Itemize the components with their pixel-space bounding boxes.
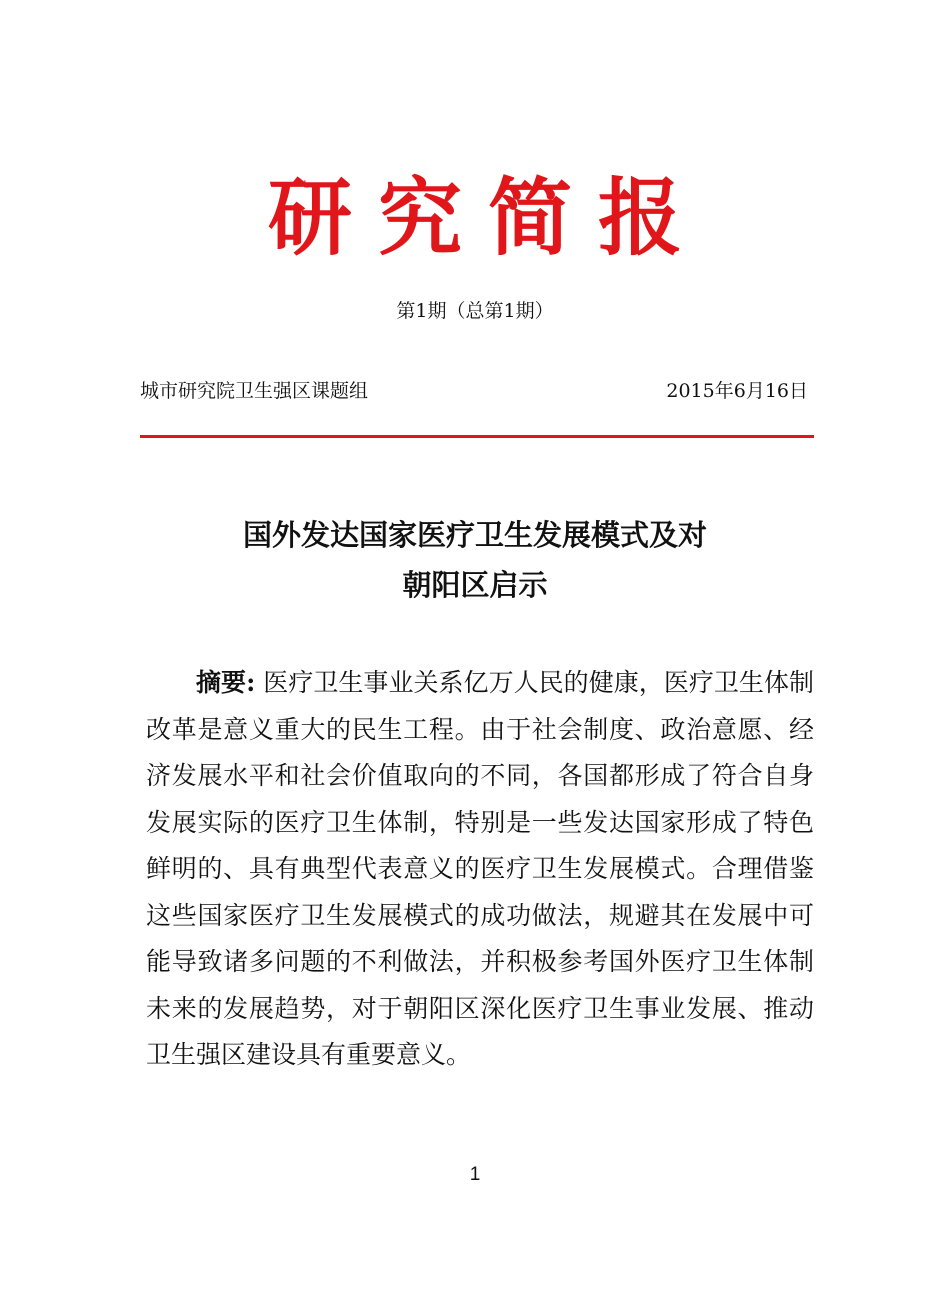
abstract-label: 摘要: bbox=[196, 668, 256, 697]
abstract-text: 医疗卫生事业关系亿万人民的健康，医疗卫生体制改革是意义重大的民生工程。由于社会制度、政治意愿、经济发展水平和社会价值取向的不同，各国都形成了符合自身发展实际的医疗卫生体制，特别是一些发达国家形成了特色鲜明的、具有典型代表意义的医疗卫生发展模式。合理借鉴这些国家医疗卫生发展模式的成功做法，规避其在发展中可能导致诸多问题的不利做法，并积极参考国外医疗卫生体制未来的发展趋势，对于朝阳区深化医疗卫生事业发展、推动卫生强区建设具有重要意义。 bbox=[146, 668, 814, 1069]
header-divider bbox=[140, 435, 814, 438]
article-title bbox=[120, 510, 830, 610]
article-title-line-1: 国外发达国家医疗卫生发展模式及对 bbox=[242, 518, 707, 552]
publication-date: 2015年6月16日 bbox=[666, 380, 808, 402]
document-meta bbox=[140, 376, 808, 406]
masthead-title: 研究简报 bbox=[267, 168, 708, 267]
article-title-line-2: 朝阳区启示 bbox=[402, 568, 548, 602]
issue-number: 第1期（总第1期） bbox=[396, 300, 554, 322]
abstract-paragraph bbox=[146, 660, 814, 1079]
page-number: 1 bbox=[469, 1164, 481, 1185]
organization-name: 城市研究院卫生强区课题组 bbox=[140, 380, 369, 402]
